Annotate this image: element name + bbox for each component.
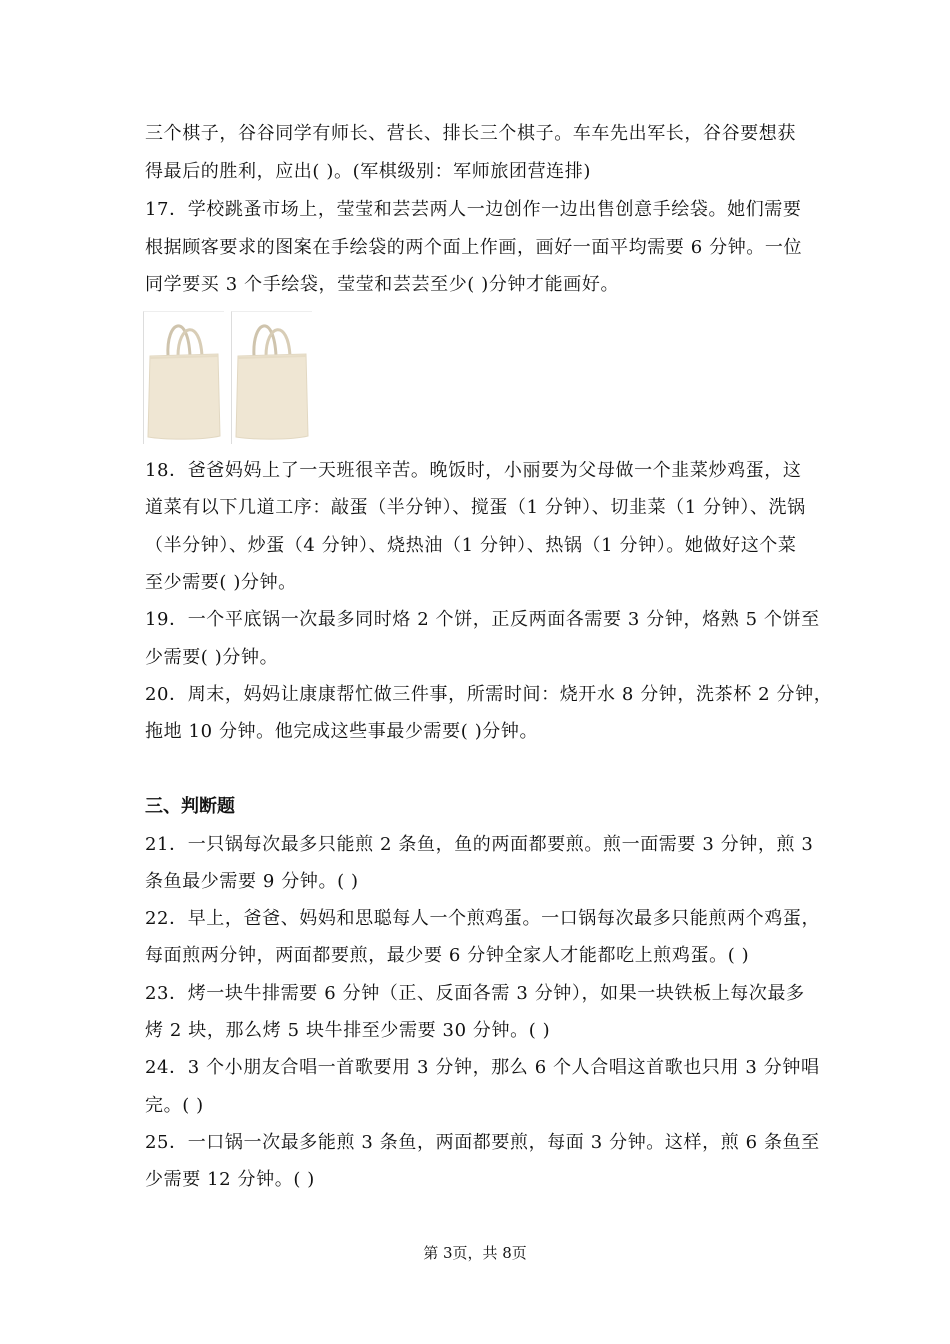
question-16-line-1: 三个棋子，谷谷同学有师长、营长、排长三个棋子。车车先出军长，谷谷要想获 [145, 123, 796, 144]
question-17-line-1: 17．学校跳蚤市场上，莹莹和芸芸两人一边创作一边出售创意手绘袋。她们需要 [145, 199, 802, 220]
tote-bag-icon [144, 312, 224, 444]
question-23-line-1: 23．烤一块牛排需要 6 分钟（正、反面各需 3 分钟），如果一块铁板上每次最多 [145, 983, 805, 1004]
tote-bag-image-2 [231, 311, 312, 444]
tote-bag-image-1 [143, 311, 224, 444]
question-18-line-2: 道菜有以下几道工序：敲蛋（半分钟）、搅蛋（1 分钟）、切韭菜（1 分钟）、洗锅 [145, 497, 806, 518]
question-23-line-2: 烤 2 块，那么烤 5 块牛排至少需要 30 分钟。( ) [145, 1020, 551, 1041]
question-18-line-4: 至少需要( )分钟。 [145, 572, 297, 593]
question-20-line-1: 20．周末，妈妈让康康帮忙做三件事，所需时间：烧开水 8 分钟，洗茶杯 2 分钟， [145, 684, 833, 705]
question-18-line-3: （半分钟）、炒蛋（4 分钟）、烧热油（1 分钟）、热锅（1 分钟）。她做好这个菜 [145, 535, 797, 556]
question-19-line-1: 19．一个平底锅一次最多同时烙 2 个饼，正反两面各需要 3 分钟，烙熟 5 个饼至 [145, 609, 820, 630]
section-title-judgement: 三、判断题 [145, 796, 235, 817]
question-24-line-1: 24．3 个小朋友合唱一首歌要用 3 分钟，那么 6 个人合唱这首歌也只用 3 分钟唱 [145, 1057, 820, 1078]
question-25-line-1: 25．一口锅一次最多能煎 3 条鱼，两面都要煎，每面 3 分钟。这样，煎 6 条鱼至 [145, 1132, 820, 1153]
tote-bag-icon [232, 312, 312, 444]
question-18-line-1: 18．爸爸妈妈上了一天班很辛苦。晚饭时，小丽要为父母做一个韭菜炒鸡蛋，这 [145, 460, 802, 481]
question-21-line-1: 21．一只锅每次最多只能煎 2 条鱼，鱼的两面都要煎。煎一面需要 3 分钟，煎 3 [145, 834, 814, 855]
question-24-line-2: 完。( ) [145, 1095, 204, 1116]
question-21-line-2: 条鱼最少需要 9 分钟。( ) [145, 871, 359, 892]
question-16-line-2: 得最后的胜利，应出( )。(军棋级别：军师旅团营连排) [145, 161, 592, 182]
question-19-line-2: 少需要( )分钟。 [145, 647, 279, 668]
question-17-line-2: 根据顾客要求的图案在手绘袋的两个面上作画，画好一面平均需要 6 分钟。一位 [145, 237, 803, 258]
question-22-line-2: 每面煎两分钟，两面都要煎，最少要 6 分钟全家人才能都吃上煎鸡蛋。( ) [145, 945, 750, 966]
question-25-line-2: 少需要 12 分钟。( ) [145, 1169, 315, 1190]
page-number-footer: 第 3页，共 8页 [423, 1244, 527, 1262]
question-22-line-1: 22．早上，爸爸、妈妈和思聪每人一个煎鸡蛋。一口锅每次最多只能煎两个鸡蛋， [145, 908, 821, 929]
question-17-line-3: 同学要买 3 个手绘袋，莹莹和芸芸至少( )分钟才能画好。 [145, 274, 620, 295]
question-20-line-2: 拖地 10 分钟。他完成这些事最少需要( )分钟。 [145, 721, 539, 742]
